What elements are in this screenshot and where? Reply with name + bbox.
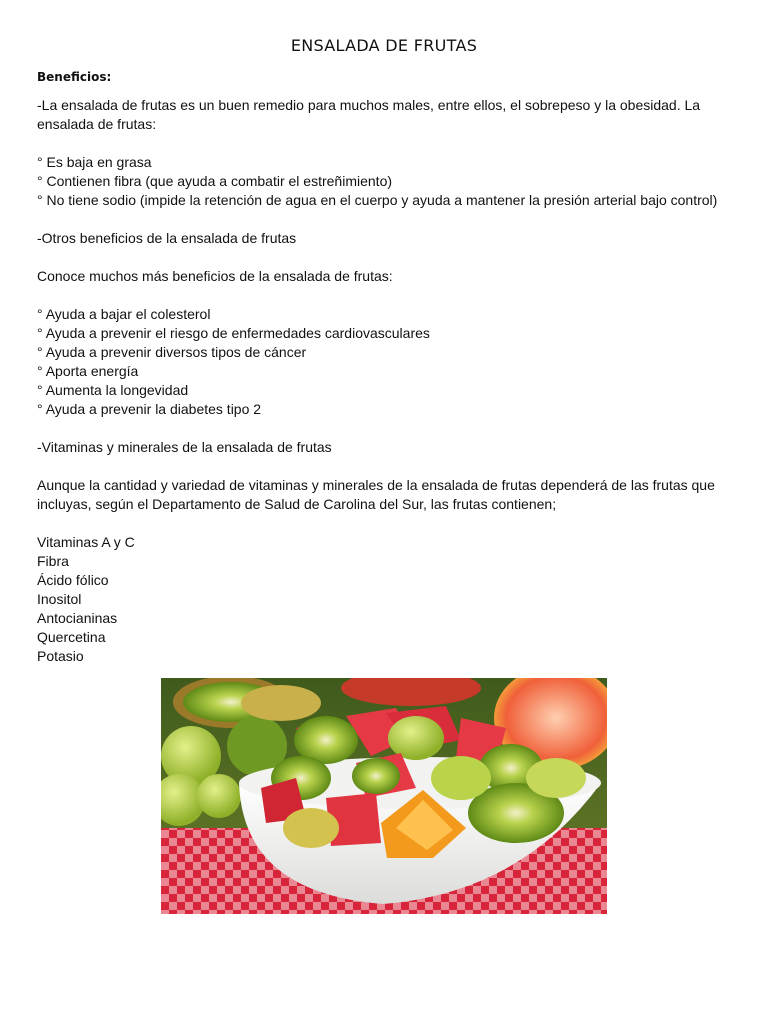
nutrient-item: Vitaminas A y C — [37, 534, 135, 550]
nutrient-item: Potasio — [37, 648, 84, 664]
list-item: ° Ayuda a bajar el colesterol — [37, 306, 211, 322]
page-title: ENSALADA DE FRUTAS — [290, 36, 478, 55]
intro-line: -La ensalada de frutas es un buen remedio para muchos males, entre ellos, el sobrepeso y la obesidad. La — [37, 97, 701, 113]
nutrient-item: Inositol — [37, 591, 82, 607]
paragraph: Conoce muchos más beneficios de la ensalada de frutas: — [37, 268, 393, 284]
paragraph: incluyas, según el Departamento de Salud de Carolina del Sur, las frutas contienen; — [37, 496, 557, 512]
list-item: ° Aumenta la longevidad — [37, 382, 189, 398]
list-item: ° Ayuda a prevenir diversos tipos de cáncer — [37, 344, 307, 360]
list-item: ° Aporta energía — [37, 363, 139, 379]
nutrient-item: Antocianinas — [37, 610, 118, 626]
list-item: ° No tiene sodio (impide la retención de agua en el cuerpo y ayuda a mantener la presión arterial bajo control) — [37, 192, 718, 208]
nutrient-item: Quercetina — [37, 629, 106, 645]
list-item: ° Es baja en grasa — [37, 154, 152, 170]
nutrient-item: Ácido fólico — [37, 572, 109, 588]
document-body — [37, 96, 737, 666]
paragraph: Aunque la cantidad y variedad de vitaminas y minerales de la ensalada de frutas dependerá de las frutas que — [37, 477, 715, 493]
intro-line: ensalada de frutas: — [37, 116, 157, 132]
benefits-subheading: Beneficios: — [37, 70, 112, 84]
section-heading: -Vitaminas y minerales de la ensalada de frutas — [37, 439, 332, 455]
list-item: ° Ayuda a prevenir la diabetes tipo 2 — [37, 401, 262, 417]
list-item: ° Ayuda a prevenir el riesgo de enfermedades cardiovasculares — [37, 325, 430, 341]
section-heading: -Otros beneficios de la ensalada de frutas — [37, 230, 297, 246]
list-item: ° Contienen fibra (que ayuda a combatir el estreñimiento) — [37, 173, 393, 189]
nutrient-item: Fibra — [37, 553, 69, 569]
fruit-salad-photo — [161, 678, 607, 914]
